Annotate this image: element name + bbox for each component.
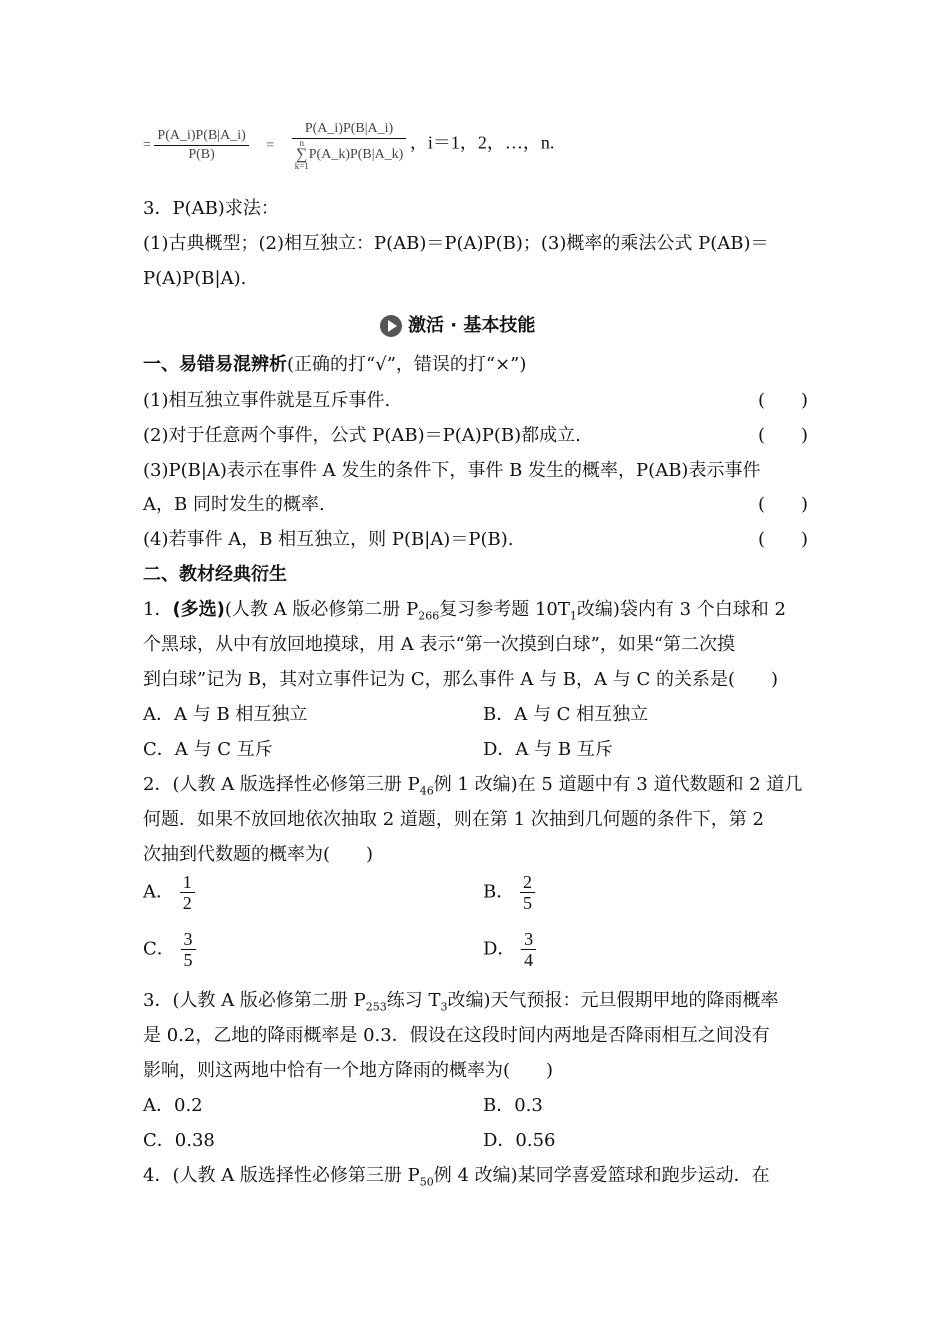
q1-options-row2 — [143, 738, 808, 762]
q4-text: 例 4 改编)某同学喜爱篮球和跑步运动．在 — [433, 1165, 770, 1186]
judge-text: (4)若事件 A，B 相互独立，则 P(B|A)＝P(B). — [143, 529, 514, 550]
q1-source2: 复习参考题 10T — [439, 599, 570, 620]
part1-title: 一、易错易混辨析 — [143, 354, 287, 375]
section-header — [380, 311, 535, 337]
q2-d-label: D． — [483, 938, 516, 960]
part1-note: (正确的打“√”，错误的打“×”) — [287, 354, 527, 375]
formula-eq2: = — [266, 137, 275, 153]
q3-options-row2 — [143, 1129, 808, 1153]
formula-frac2 — [292, 120, 407, 171]
judge-item-2 — [143, 424, 808, 448]
part1-heading — [143, 353, 808, 377]
q2-line3: 次抽到代数题的概率为( ) — [143, 844, 374, 865]
q2-line1 — [143, 773, 808, 804]
q2-a-num: 1 — [180, 872, 195, 893]
q1-line3: 到白球”记为 B，其对立事件记为 C，那么事件 A 与 B，A 与 C 的关系是( ) — [143, 669, 779, 690]
q1-number: 1． — [143, 599, 173, 620]
q1-source: (人教 A 版必修第二册 P — [224, 599, 419, 620]
q4-line1 — [143, 1164, 808, 1195]
q1-tag: (多选) — [172, 599, 225, 620]
q1-source-sub: 266 — [418, 609, 440, 623]
q2-option-d[interactable] — [483, 929, 536, 970]
part2-title: 二、教材经典衍生 — [143, 564, 287, 585]
play-icon — [380, 315, 402, 337]
formula-frac1 — [154, 127, 248, 164]
q3-line2: 是 0.2，乙地的降雨概率是 0.3．假设在这段时间内两地是否降雨相互之间没有 — [143, 1025, 770, 1046]
q1-option-a[interactable]: A．A 与 B 相互独立 — [143, 704, 308, 725]
formula-eq1: = — [143, 137, 151, 153]
formula-num1: P(A_i)P(B|A_i) — [154, 127, 248, 146]
sum-symbol — [295, 139, 309, 171]
q2-b-num: 2 — [520, 872, 535, 893]
q2-d-den: 4 — [524, 950, 534, 970]
sum-lower: k=1 — [294, 161, 309, 171]
q2-d-fraction — [521, 929, 536, 970]
formula-den2 — [292, 139, 407, 171]
q1-options-row1 — [143, 703, 808, 727]
answer-paren: ( ) — [757, 494, 808, 515]
q2-option-a[interactable] — [143, 872, 195, 913]
q2-b-label: B． — [483, 881, 515, 903]
q2-a-label: A． — [143, 881, 174, 903]
s3-title: 3．P(AB)求法： — [143, 198, 279, 219]
answer-paren: ( ) — [757, 529, 808, 550]
q3-options-row1 — [143, 1094, 808, 1118]
q3-source: 3．(人教 A 版必修第二册 P — [143, 990, 366, 1011]
judge-item-3-cont — [143, 493, 808, 517]
q1-line1 — [143, 598, 808, 629]
q2-options-row2 — [143, 929, 808, 975]
q2-option-b[interactable] — [483, 872, 535, 913]
q3-line1 — [143, 989, 808, 1020]
q2-c-label: C． — [143, 938, 175, 960]
formula-num2: P(A_i)P(B|A_i) — [292, 120, 407, 139]
q2-c-den: 5 — [183, 950, 193, 970]
q2-source: 2．(人教 A 版选择性必修第三册 P — [143, 774, 420, 795]
sum-sign: ∑ — [296, 146, 308, 163]
judge-text: (1)相互独立事件就是互斥事件. — [143, 390, 391, 411]
judge-item-3 — [143, 459, 808, 483]
q2-c-num: 3 — [181, 929, 196, 950]
answer-paren: ( ) — [757, 390, 808, 411]
q1-option-c[interactable]: C．A 与 C 互斥 — [143, 739, 273, 760]
q2-b-den: 5 — [522, 893, 532, 913]
q1-text: 改编)袋内有 3 个白球和 2 — [576, 599, 786, 620]
q2-source-sub: 46 — [419, 784, 434, 798]
q2-a-den: 2 — [182, 893, 192, 913]
q1-option-b[interactable]: B．A 与 C 相互独立 — [483, 704, 649, 725]
q3-source-sub: 253 — [365, 1000, 387, 1014]
q3-option-b[interactable]: B．0.3 — [483, 1095, 543, 1116]
q3-source-mid: 练习 T — [386, 990, 441, 1011]
formula-tail: ，i＝1，2，…，n. — [409, 132, 555, 153]
q3-text: 改编)天气预报：元旦假期甲地的降雨概率 — [447, 990, 779, 1011]
answer-paren: ( ) — [757, 425, 808, 446]
formula-den2-body: P(A_k)P(B|A_k) — [308, 147, 404, 163]
q1-source-sub2: 1 — [569, 609, 577, 623]
judge-text: (2)对于任意两个事件，公式 P(AB)＝P(A)P(B)都成立. — [143, 425, 581, 446]
q2-c-fraction — [181, 929, 196, 970]
q3-option-a[interactable]: A．0.2 — [143, 1095, 203, 1116]
q2-line2: 何题．如果不放回地依次抽取 2 道题，则在第 1 次抽到几何题的条件下，第 2 — [143, 809, 764, 830]
q3-line3: 影响，则这两地中恰有一个地方降雨的概率为( ) — [143, 1060, 554, 1081]
judge-item-1 — [143, 389, 808, 413]
q2-option-c[interactable] — [143, 929, 196, 970]
s3-line2: P(A)P(B|A). — [143, 268, 247, 289]
sum-upper: n — [299, 138, 304, 148]
q2-a-fraction — [180, 872, 195, 913]
q2-d-num: 3 — [521, 929, 536, 950]
formula-den1: P(B) — [188, 147, 215, 162]
q4-source: 4．(人教 A 版选择性必修第三册 P — [143, 1165, 420, 1186]
s3-line1: (1)古典概型；(2)相互独立：P(AB)＝P(A)P(B)；(3)概率的乘法公式 P(AB)＝ — [143, 233, 769, 254]
q1-line2: 个黑球，从中有放回地摸球，用 A 表示“第一次摸到白球”，如果“第二次摸 — [143, 634, 736, 655]
q2-options-row1 — [143, 872, 808, 918]
section-title: 激活 · 基本技能 — [408, 315, 536, 336]
judge-item-4 — [143, 528, 808, 552]
judge-text: A，B 同时发生的概率. — [143, 494, 325, 515]
q1-option-d[interactable]: D．A 与 B 互斥 — [483, 739, 613, 760]
q3-option-d[interactable]: D．0.56 — [483, 1130, 556, 1151]
q2-text: 例 1 改编)在 5 道题中有 3 道代数题和 2 道几 — [433, 774, 803, 795]
judge-text: (3)P(B|A)表示在事件 A 发生的条件下，事件 B 发生的概率，P(AB)表示事件 — [143, 460, 761, 481]
q4-source-sub: 50 — [419, 1175, 434, 1189]
bayes-formula — [143, 120, 554, 171]
q3-source-sub2: 3 — [440, 1000, 448, 1014]
q3-option-c[interactable]: C．0.38 — [143, 1130, 215, 1151]
q2-b-fraction — [520, 872, 535, 913]
